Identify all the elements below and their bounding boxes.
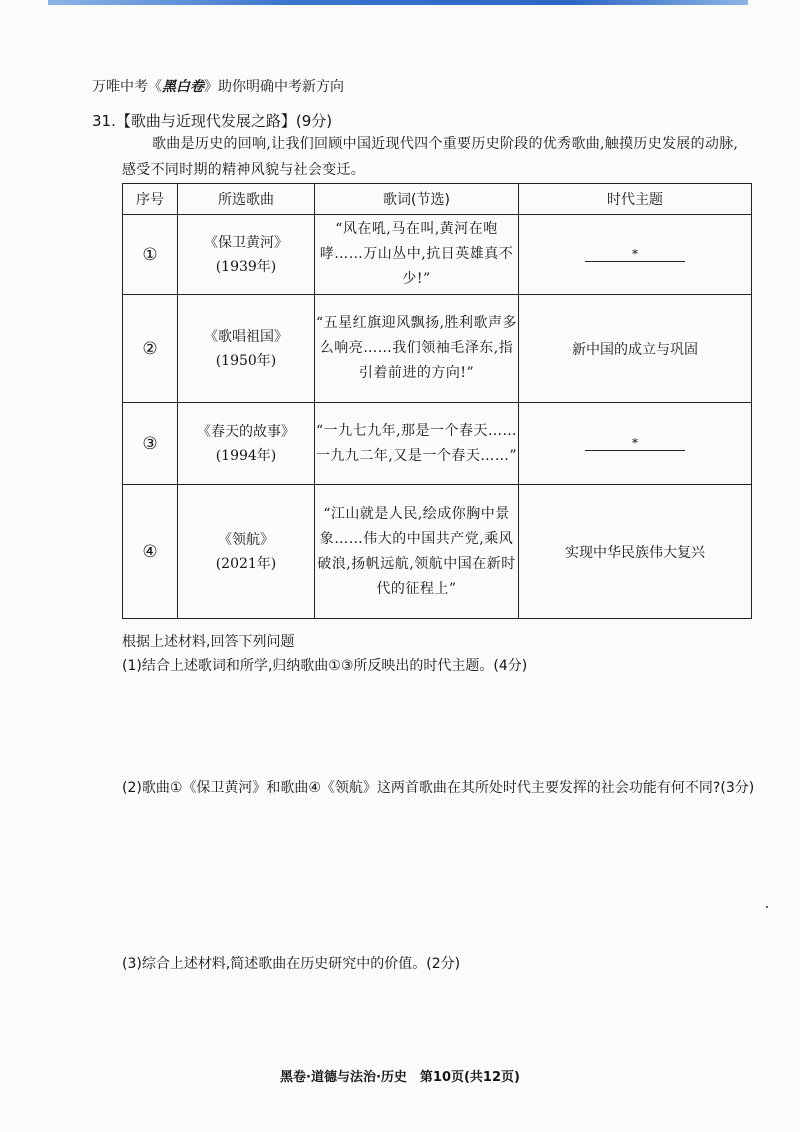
row-lyric: “五星红旗迎风飘扬,胜利歌声多么响亮……我们领袖毛泽东,指引着前进的方向!”	[315, 295, 519, 403]
song-year: (1939年)	[215, 258, 277, 275]
table-header-row	[123, 184, 752, 215]
table-row	[123, 215, 752, 295]
top-color-bar	[48, 0, 748, 5]
page-footer: 黑卷·道德与法治·历史 第10页(共12页)	[280, 1070, 520, 1085]
sub-question-3: (3)综合上述材料,简述歌曲在历史研究中的价值。(2分)	[122, 956, 461, 972]
answer-prompt: 根据上述材料,回答下列问题	[122, 634, 295, 650]
row-lyric: “风在吼,马在叫,黄河在咆哮……万山丛中,抗日英雄真不少!”	[315, 215, 519, 295]
row-theme: 新中国的成立与巩固	[519, 295, 752, 403]
slogan-brand: 黑白卷	[162, 79, 204, 95]
row-song	[178, 403, 315, 485]
question-title: 31.【歌曲与近现代发展之路】(9分)	[92, 112, 333, 130]
header-lyric: 歌词(节选)	[315, 184, 519, 215]
answer-blank[interactable]: *	[585, 436, 685, 451]
header-theme: 时代主题	[519, 184, 752, 215]
song-title: 《保卫黄河》	[204, 234, 288, 251]
scan-dot	[766, 906, 768, 908]
row-song	[178, 485, 315, 619]
song-year: (2021年)	[215, 555, 277, 572]
song-title: 《歌唱祖国》	[204, 328, 288, 345]
row-index: ①	[123, 215, 178, 295]
row-index: ②	[123, 295, 178, 403]
slogan-suffix: 》助你明确中考新方向	[204, 79, 344, 95]
header-slogan	[92, 76, 344, 96]
answer-blank[interactable]: *	[585, 247, 685, 262]
header-index: 序号	[123, 184, 178, 215]
table-row	[123, 485, 752, 619]
sub-question-2: (2)歌曲①《保卫黄河》和歌曲④《领航》这两首歌曲在其所处时代主要发挥的社会功能有何不同?(3分)	[122, 780, 755, 796]
row-index: ④	[123, 485, 178, 619]
row-lyric: “江山就是人民,绘成你胸中景象……伟大的中国共产党,乘风破浪,扬帆远航,领航中国在新时代的征程上”	[315, 485, 519, 619]
table-row	[123, 403, 752, 485]
row-song	[178, 215, 315, 295]
table-row	[123, 295, 752, 403]
row-theme: 实现中华民族伟大复兴	[519, 485, 752, 619]
song-title: 《春天的故事》	[197, 423, 295, 440]
sub-question-1: (1)结合上述歌词和所学,归纳歌曲①③所反映出的时代主题。(4分)	[122, 658, 528, 674]
slogan-prefix: 万唯中考《	[92, 79, 162, 95]
row-lyric: “一九七九年,那是一个春天……一九九二年,又是一个春天……”	[315, 403, 519, 485]
song-title: 《领航》	[218, 531, 274, 548]
question-intro: 歌曲是历史的回响,让我们回顾中国近现代四个重要历史阶段的优秀歌曲,触摸历史发展的动脉,感受不同时期的精神风貌与社会变迁。	[122, 136, 739, 178]
song-year: (1950年)	[215, 352, 277, 369]
row-theme	[519, 215, 752, 295]
song-year: (1994年)	[215, 447, 277, 464]
songs-table	[122, 183, 752, 619]
row-theme	[519, 403, 752, 485]
row-index: ③	[123, 403, 178, 485]
header-song: 所选歌曲	[178, 184, 315, 215]
row-song	[178, 295, 315, 403]
